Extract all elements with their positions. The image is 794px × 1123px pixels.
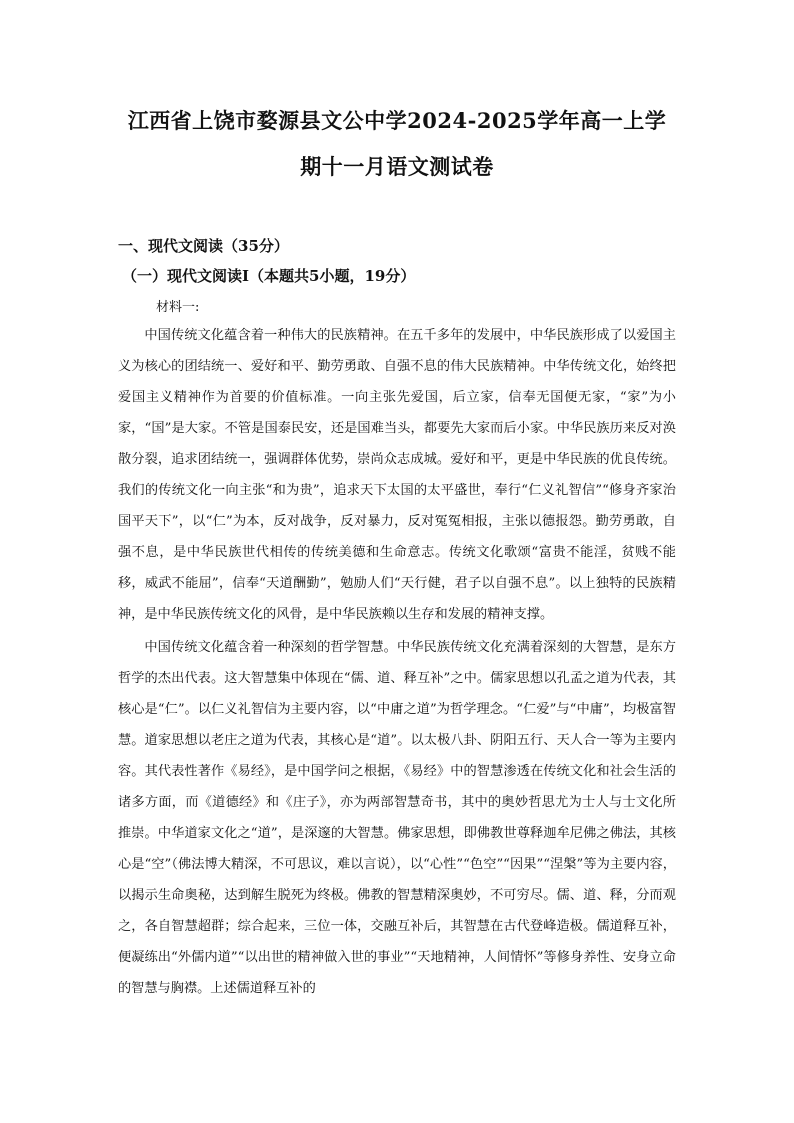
material-label: 材料一:	[156, 300, 200, 315]
section-heading-modern-reading: 一、现代文阅读（35分）	[118, 237, 289, 255]
paragraph-national-spirit: 中国传统文化蕴含着一种伟大的民族精神。在五千多年的发展中，中华民族形成了以爱国主义为核心的团结统一、爱好和平、勤劳勇敢、自强不息的伟大民族精神。中华传统文化，始终把爱国主义精神作为首要的价值标准。一向主张先爱国，后立家，信奉无国便无家，“家”为小家，“国”是大家。不管是国泰民安，还是国难当头，都要先大家而后小家。中华民族历来反对涣散分裂，追求团结统一，强调群体优势，崇尚众志成城。爱好和平，更是中华民族的优良传统。我们的传统文化一向主张“和为贵”，追求天下太国的太平盛世，奉行“仁义礼智信”“修身齐家治国平天下”，以“仁”为本，反对战争，反对暴力，反对冤冤相报，主张以德报怨。勤劳勇敢，自强不息，是中华民族世代相传的传统美德和生命意志。传统文化歌颂“富贵不能淫，贫贱不能移，威武不能屈”，信奉“天道酬勤”，勉励人们“天行健，君子以自强不息”。以上独特的民族精神，是中华民族传统文化的风骨，是中华民族赖以生存和发展的精神支撑。	[118, 328, 676, 622]
subsection-heading-reading-one: （一）现代文阅读Ⅰ（本题共5小题，19分）	[122, 267, 416, 285]
document-title: 江西省上饶市婺源县文公中学2024-2025学年高一上学期十一月语文测试卷	[127, 108, 667, 179]
paragraph-philosophical-wisdom: 中国传统文化蕴含着一种深刻的哲学智慧。中华民族传统文化充满着深刻的大智慧，是东方哲学的杰出代表。这大智慧集中体现在“儒、道、释互补”之中。儒家思想以孔孟之道为代表，其核心是“仁”。以仁义礼智信为主要内容，以“中庸之道”为哲学理念。“仁爱”与“中庸”，均极富智慧。道家思想以老庄之道为代表，其核心是“道”。以太极八卦、阴阳五行、天人合一等为主要内容。其代表性著作《易经》，是中国学问之根据，《易经》中的智慧渗透在传统文化和社会生活的诸多方面，而《道德经》和《庄子》，亦为两部智慧奇书，其中的奥妙哲思尤为士人与士文化所推崇。中华道家文化之“道”，是深邃的大智慧。佛家思想，即佛教世尊释迦牟尼佛之佛法，其核心是“空”（佛法博大精深，不可思议，难以言说），以“心性”“色空”“因果”“涅槃”等为主要内容，以揭示生命奥秘，达到解生脱死为终极。佛教的智慧精深奥妙，不可穷尽。儒、道、释，分而观之，各自智慧超群；综合起来，三位一体，交融互补后，其智慧在古代登峰造极。儒道释互补，便凝练出“外儒内道”“以出世的精神做入世的事业”“天地精神，人间情怀”等修身养性、安身立命的智慧与胸襟。上述儒道释互补的	[118, 640, 676, 996]
